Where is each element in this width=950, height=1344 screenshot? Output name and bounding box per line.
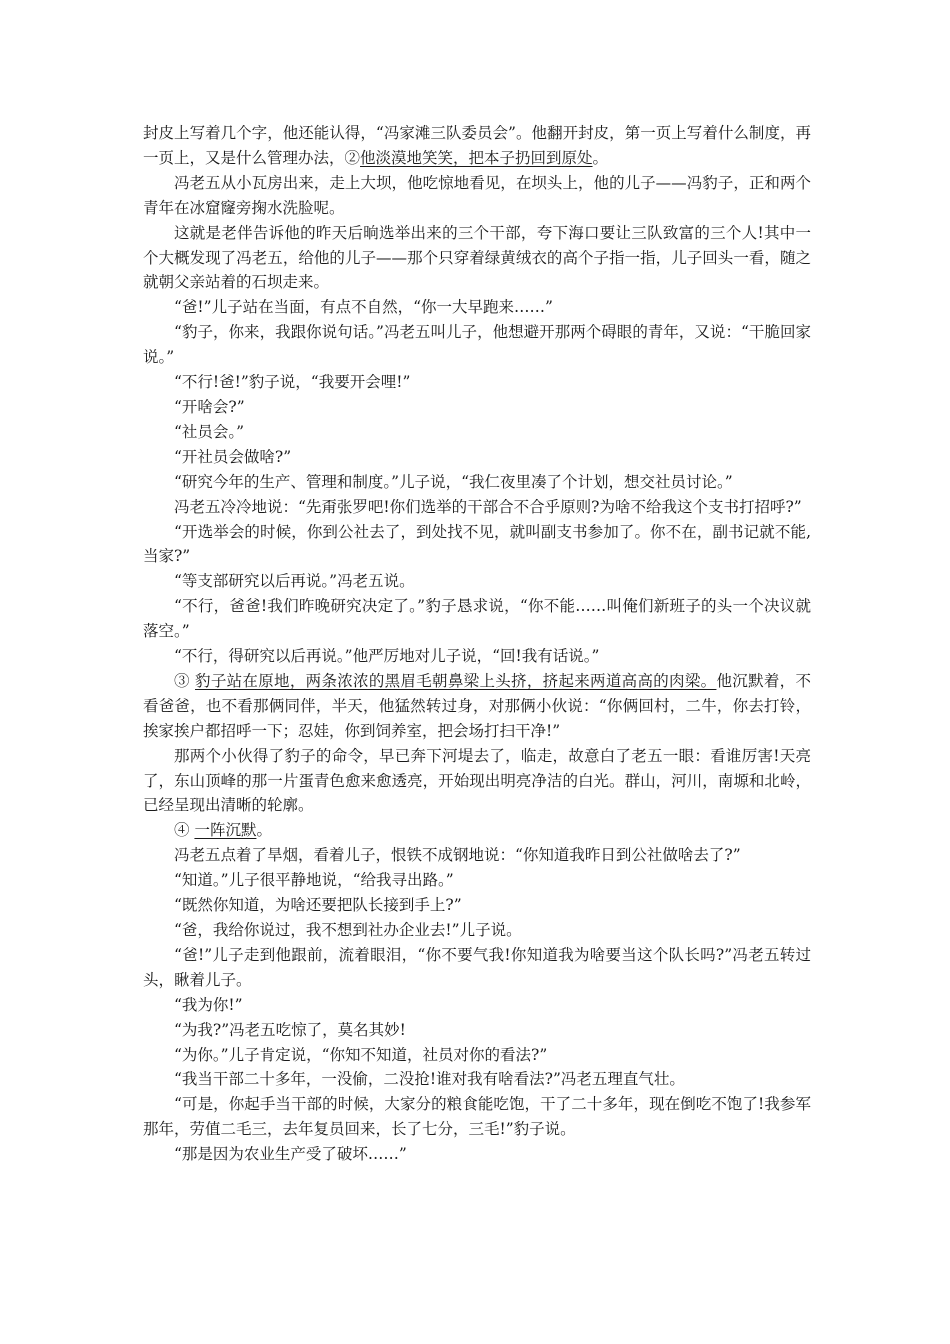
paragraph-text: 冯老五点着了旱烟，看着儿子，恨铁不成钢地说：“你知道我昨日到公社做啥去了?” xyxy=(174,846,741,865)
paragraph-text: 封皮上写着几个字，他还能认得，“冯家滩三队委员会”。他翻开封皮，第一页上写着什么制度，再一页上，又是什么管理办法，② xyxy=(143,124,811,167)
paragraph xyxy=(143,893,811,918)
paragraph-text: ④ xyxy=(174,821,195,840)
paragraph-text: “爸!”儿子走到他跟前，流着眼泪，“你不要气我!你知道我为啥要当这个队长吗?”冯老五转过头，瞅着儿子。 xyxy=(143,945,811,989)
paragraph-text: ③ xyxy=(174,671,196,690)
paragraph xyxy=(143,520,811,570)
paragraph xyxy=(143,320,811,370)
paragraph xyxy=(143,1067,811,1092)
paragraph-text: 冯老五冷冷地说：“先甭张罗吧!你们选举的干部合不合乎原则?为啥不给我这个支书打招呼?” xyxy=(174,497,802,516)
paragraph-text: 这就是老伴告诉他的昨天后晌选举出来的三个干部，夸下海口要让三队致富的三个人!其中一个大概发现了冯老五，给他的儿子——那个只穿着绿黄绒衣的高个子指一指，儿子回头一看，随之就朝父亲站着的石坝走来。 xyxy=(143,223,811,292)
paragraph-text: “不行，得研究以后再说。”他严厉地对儿子说，“回!我有话说。” xyxy=(174,647,600,666)
paragraph xyxy=(143,669,811,744)
paragraph-text: “开啥会?” xyxy=(174,397,245,416)
paragraph xyxy=(143,420,811,445)
paragraph xyxy=(143,1142,811,1167)
paragraph-text: “爸!”儿子站在当面，有点不自然，“你一大早跑来……” xyxy=(174,298,553,317)
paragraph-text: “研究今年的生产、管理和制度。”儿子说，“我仁夜里凑了个计划，想交社员讨论。” xyxy=(174,472,733,491)
paragraph-text: “社员会。” xyxy=(174,422,245,441)
paragraph xyxy=(143,370,811,395)
paragraph-text: 他沉默着，不看爸爸，也不看那俩同伴，半天，他猛然转过身，对那俩小伙说：“你俩回村，二牛，你去打铃，挨家挨户都招呼一下；忍娃，你到饲养室，把会场打扫干净!” xyxy=(143,671,811,740)
paragraph xyxy=(143,569,811,594)
paragraph-text: “我当干部二十多年，一没偷，二没抢!谁对我有啥看法?”冯老五理直气壮。 xyxy=(174,1070,685,1089)
paragraph xyxy=(143,843,811,868)
underlined-sentence: 一阵沉默 xyxy=(194,821,257,840)
paragraph xyxy=(143,121,811,171)
paragraph xyxy=(143,395,811,420)
paragraph-text: “我为你!” xyxy=(174,995,243,1014)
paragraph-text: 。 xyxy=(592,148,609,167)
paragraph-text: “豹子，你来，我跟你说句话。”冯老五叫儿子，他想避开那两个碍眼的青年，又说：“干脆回家说。” xyxy=(143,323,811,367)
paragraph-text: “可是，你起手当干部的时候，大家分的粮食能吃饱，干了二十多年，现在倒吃不饱了!我参军那年，劳值二毛三，去年复员回来，长了七分，三毛!”豹子说。 xyxy=(143,1095,811,1139)
paragraph-text: “知道。”儿子很平静地说，“给我寻出路。” xyxy=(174,871,454,890)
underlined-sentence: 豹子站在原地，两条浓浓的黑眉毛朝鼻梁上头挤，挤起来两道高高的肉梁。 xyxy=(195,671,717,690)
paragraph-text: “不行!爸!”豹子说，“我要开会哩!” xyxy=(174,373,411,392)
paragraph-text: 那两个小伙得了豹子的命令，早已奔下河堤去了，临走，故意白了老五一眼：看谁厉害!天亮了，东山顶峰的那一片蛋青色愈来愈透亮，开始现出明亮净洁的白光。群山，河川，南塬和北岭，已经呈现出清晰的轮廓。 xyxy=(143,746,811,815)
paragraph-text: “既然你知道，为啥还要把队长接到手上?” xyxy=(174,896,462,915)
paragraph xyxy=(143,470,811,495)
paragraph-text: “开选举会的时候，你到公社去了，到处找不见，就叫副支书参加了。你不在，副书记就不能,当家?” xyxy=(143,522,811,566)
paragraph xyxy=(143,644,811,669)
paragraph-text: “那是因为农业生产受了破坏……” xyxy=(174,1145,407,1164)
paragraph xyxy=(143,495,811,520)
paragraph-text: 。 xyxy=(256,821,272,840)
underlined-sentence: 他淡漠地笑笑，把本子扔回到原处 xyxy=(360,148,593,167)
paragraph xyxy=(143,295,811,320)
paragraph-text: “不行，爸爸!我们昨晚研究决定了。”豹子恳求说，“你不能……叫俺们新班子的头一个决议就落空。” xyxy=(143,597,811,641)
paragraph-text: “爸，我给你说过，我不想到社办企业去!”儿子说。 xyxy=(174,921,522,939)
paragraph-text: “为我?”冯老五吃惊了，莫名其妙! xyxy=(174,1020,406,1039)
paragraph xyxy=(143,1018,811,1043)
story-text xyxy=(143,121,811,1167)
paragraph xyxy=(143,943,811,993)
paragraph xyxy=(143,445,811,470)
paragraph xyxy=(143,818,811,843)
paragraph-text: “等支部研究以后再说。”冯老五说。 xyxy=(174,572,415,591)
paragraph xyxy=(143,1092,811,1142)
paragraph-text: “为你。”儿子肯定说，“你知不知道，社员对你的看法?” xyxy=(174,1045,548,1064)
paragraph xyxy=(143,918,811,943)
paragraph-text: 冯老五从小瓦房出来，走上大坝，他吃惊地看见，在坝头上，他的儿子——冯豹子，正和两个青年在冰窟窿旁掬水洗脸呢。 xyxy=(143,173,811,217)
paragraph xyxy=(143,171,811,221)
paragraph xyxy=(143,744,811,819)
paragraph xyxy=(143,594,811,644)
paragraph xyxy=(143,993,811,1018)
paragraph-text: “开社员会做啥?” xyxy=(174,447,292,466)
paragraph xyxy=(143,1043,811,1068)
paragraph xyxy=(143,868,811,893)
paragraph xyxy=(143,221,811,296)
